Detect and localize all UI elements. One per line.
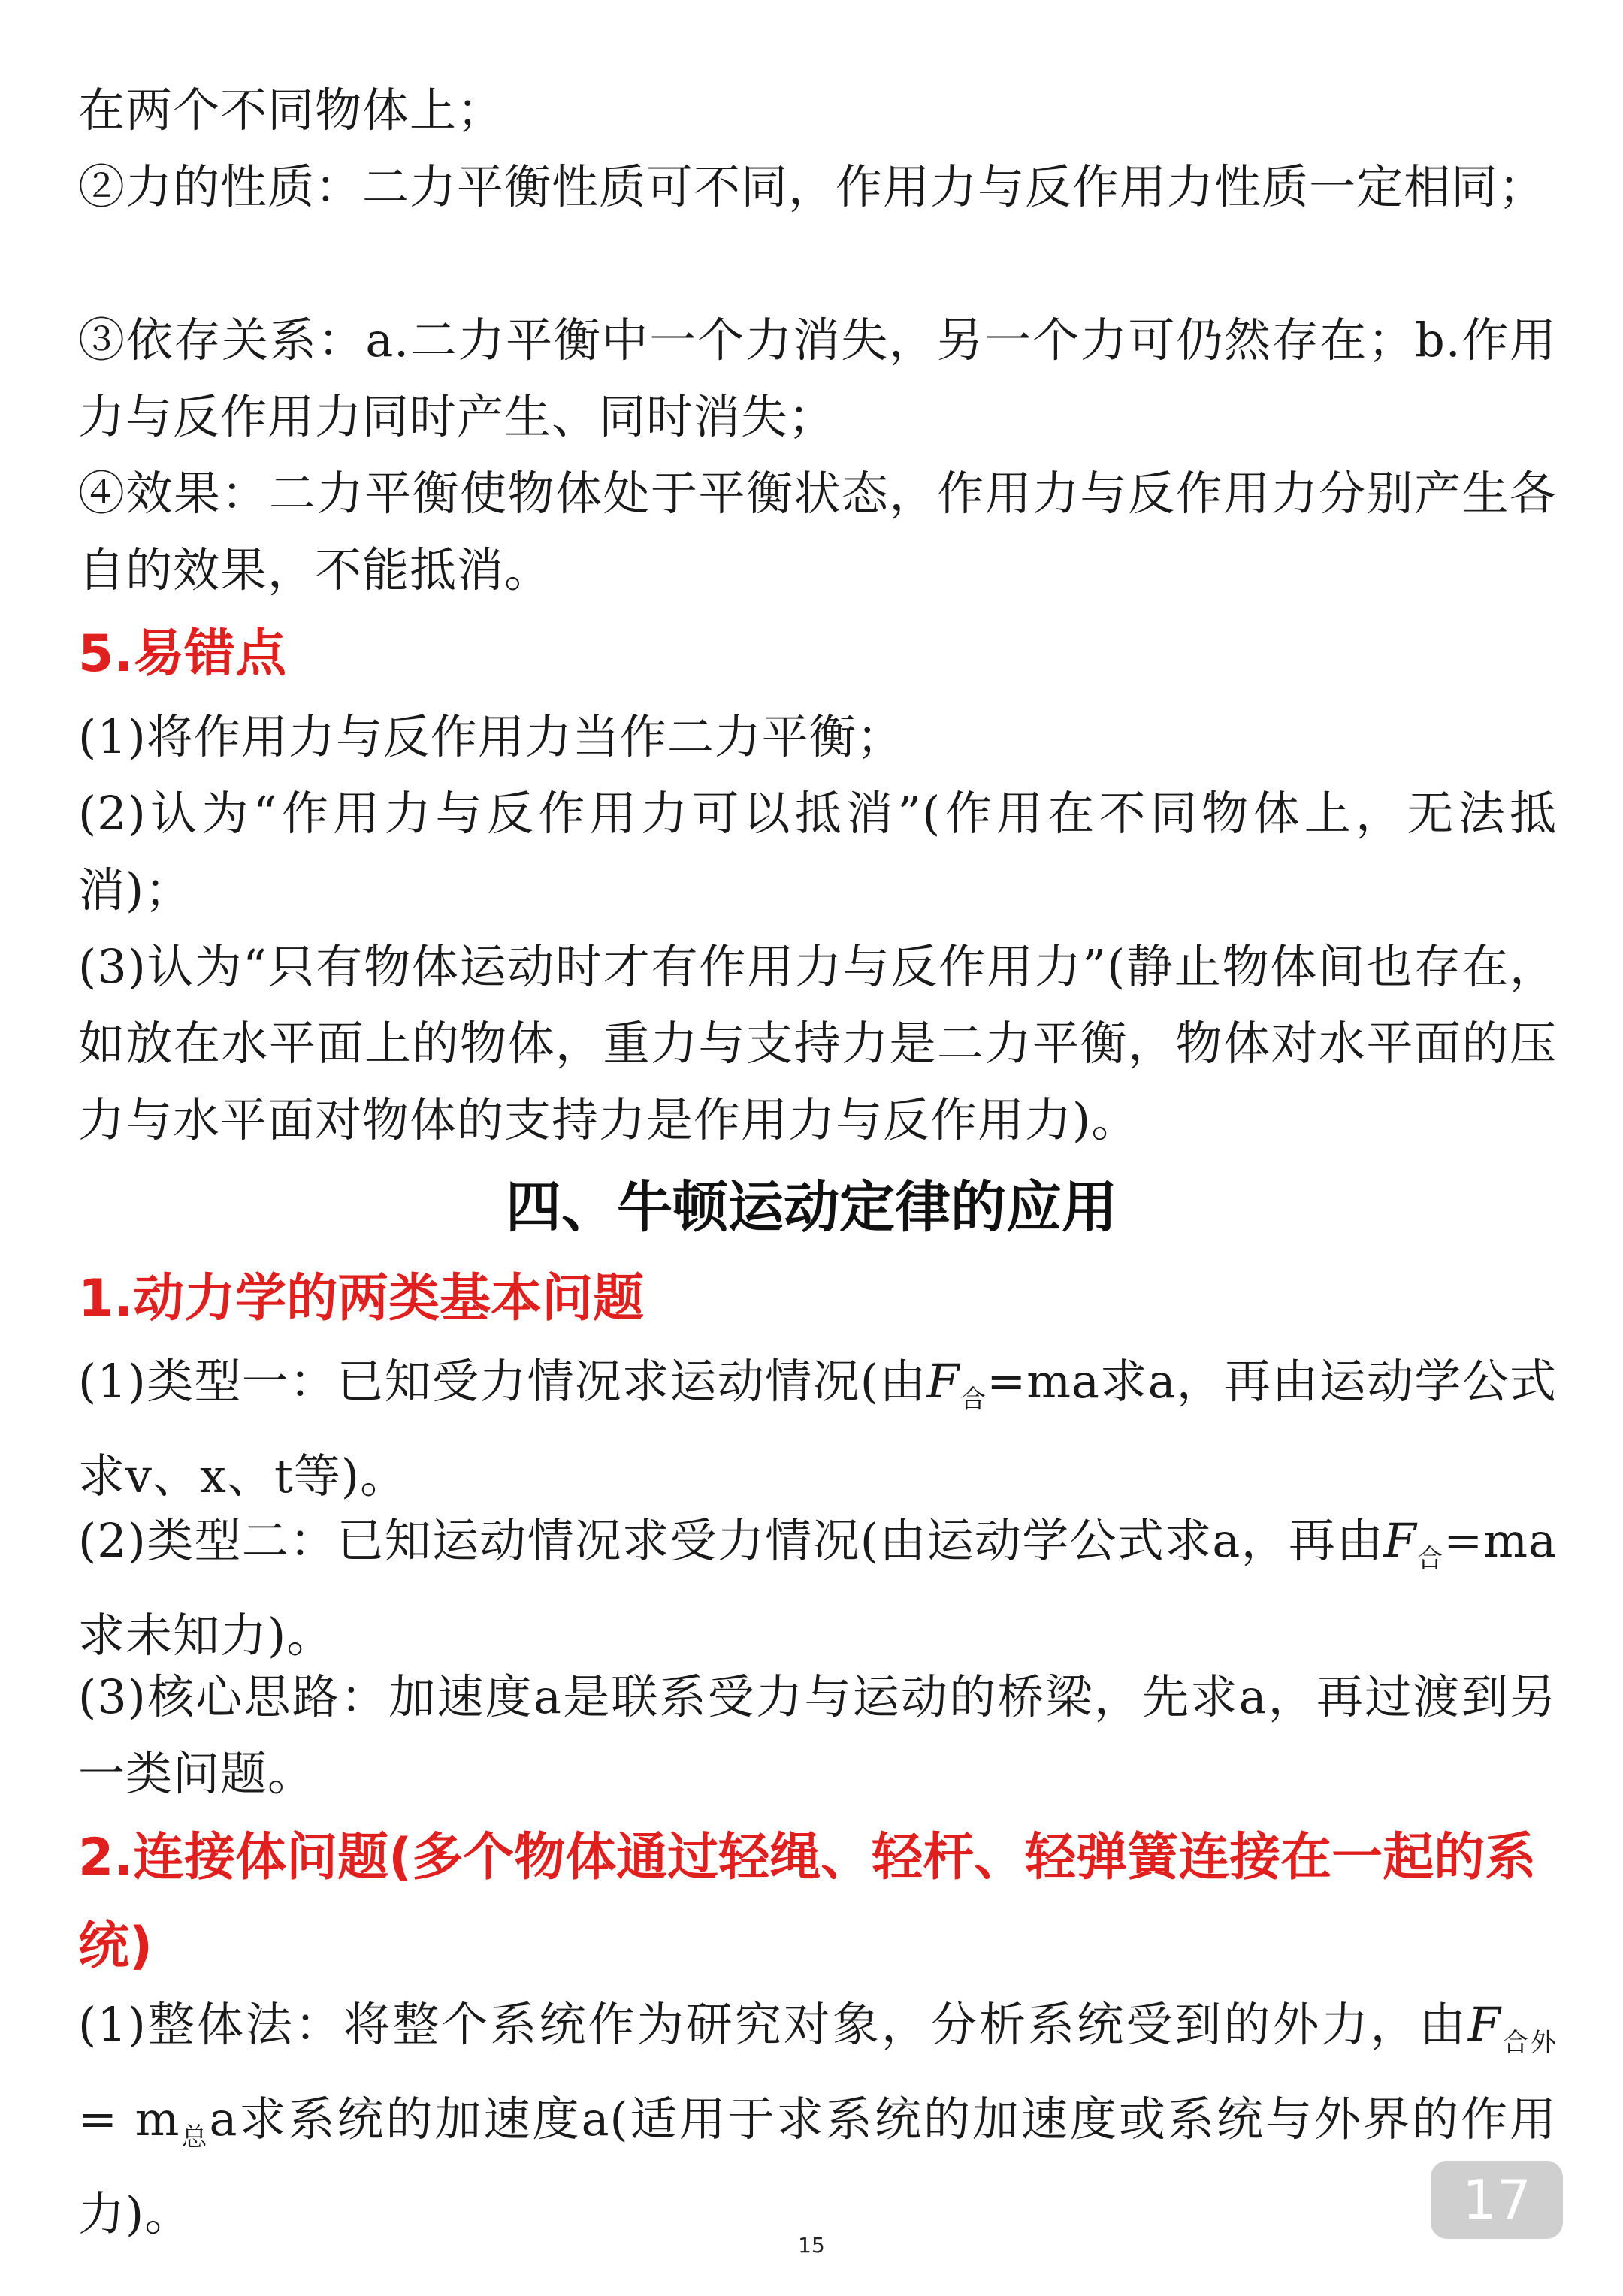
text: = m bbox=[78, 2092, 180, 2146]
section-heading: 四、牛顿运动定律的应用 bbox=[506, 1175, 1117, 1240]
problem-type-1 bbox=[78, 1343, 1557, 1515]
page-badge: 17 bbox=[1431, 2161, 1563, 2239]
core-idea: (3)核心思路：加速度a是联系受力与运动的桥梁，先求a，再过渡到另一类问题。 bbox=[78, 1669, 1557, 1801]
text: a求系统的加速度a(适用于求系统的加速度或系统与外界的作用力)。 bbox=[78, 2092, 1557, 2241]
subscript-net: 合 bbox=[1416, 1544, 1444, 1574]
mistake-3: (3)认为“只有物体运动时才有作用力与反作用力”(静止物体间也存在，如放在水平面上的物体，重力与支持力是二力平衡，物体对水平面的压力与水平面对物体的支持力是作用力与反作用力)。 bbox=[78, 939, 1557, 1147]
mistake-2: (2)认为“作用力与反作用力可以抵消”(作用在不同物体上，无法抵消)； bbox=[78, 786, 1557, 917]
text: =ma求未知力)。 bbox=[78, 1513, 1557, 1663]
whole-method bbox=[78, 1986, 1557, 2252]
text: (1)整体法：将整个系统作为研究对象，分析系统受到的外力，由 bbox=[78, 1997, 1468, 2052]
heading-common-mistakes: 5.易错点 bbox=[78, 624, 287, 684]
text: (2)类型二：已知运动情况求受力情况(由运动学公式求a，再由 bbox=[78, 1513, 1384, 1568]
subscript-net: 合 bbox=[960, 1385, 987, 1415]
problem-type-2 bbox=[78, 1503, 1557, 1674]
paragraph-continued: 在两个不同物体上； bbox=[78, 83, 505, 137]
force-symbol: F bbox=[926, 1354, 960, 1409]
subscript-total: 总 bbox=[180, 2122, 210, 2152]
subscript-net-external: 合外 bbox=[1501, 2028, 1558, 2058]
heading-two-basic-problems: 1.动力学的两类基本问题 bbox=[78, 1269, 645, 1328]
page-number: 15 bbox=[798, 2233, 825, 2258]
paragraph-effect: ④效果：二力平衡使物体处于平衡状态，作用力与反作用力分别产生各自的效果，不能抵消。 bbox=[78, 466, 1557, 597]
text: (1)类型一：已知受力情况求运动情况(由 bbox=[78, 1354, 927, 1409]
text: =ma求a，再由运动学公式求v、x、t等)。 bbox=[78, 1354, 1558, 1503]
paragraph-dependence: ③依存关系：a.二力平衡中一个力消失，另一个力可仍然存在；b.作用力与反作用力同时产生、同时消失； bbox=[78, 313, 1557, 444]
heading-connected-bodies: 2.连接体问题(多个物体通过轻绳、轻杆、轻弹簧连接在一起的系统) bbox=[78, 1828, 1537, 1976]
force-symbol: F bbox=[1383, 1513, 1417, 1568]
force-symbol: F bbox=[1467, 1997, 1501, 2052]
paragraph-property: ②力的性质：二力平衡性质可不同，作用力与反作用力性质一定相同； bbox=[78, 159, 1546, 214]
mistake-1: (1)将作用力与反作用力当作二力平衡； bbox=[78, 709, 904, 764]
